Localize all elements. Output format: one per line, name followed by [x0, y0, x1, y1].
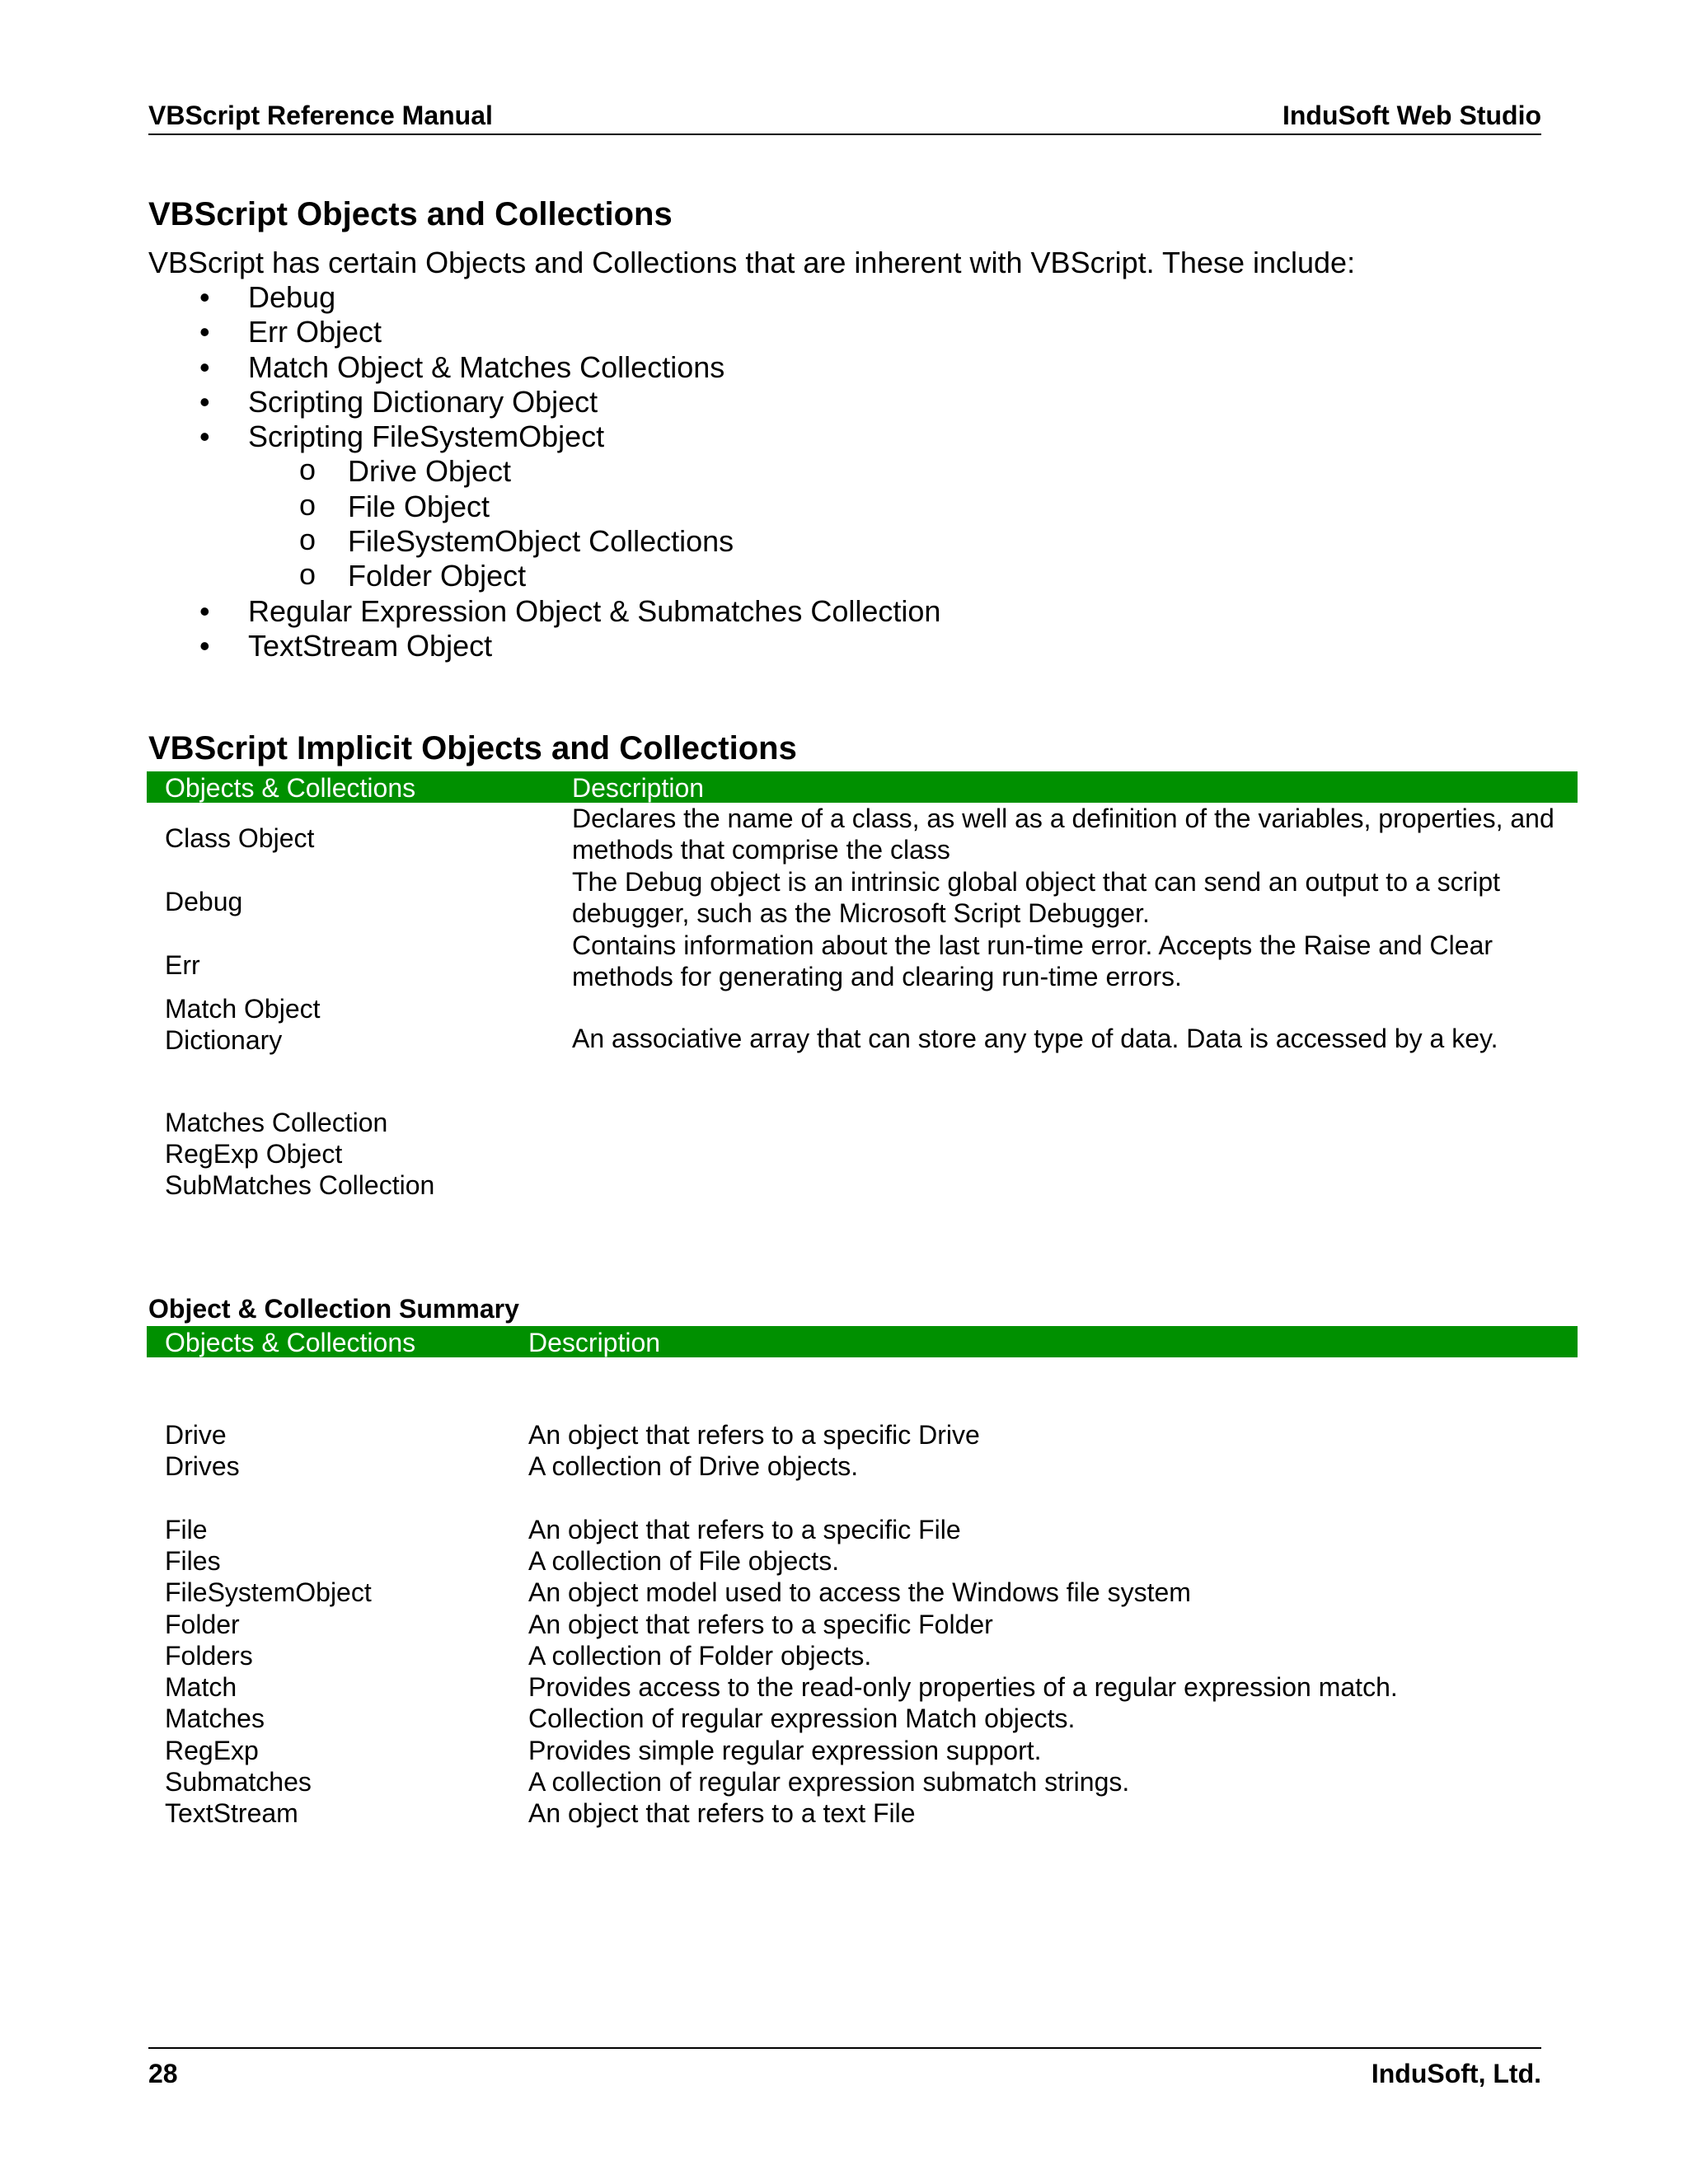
object-name: Matches Collection [165, 1108, 388, 1137]
object-name: SubMatches Collection [165, 1170, 435, 1200]
list-item: • Scripting Dictionary Object [148, 385, 940, 419]
table-header [147, 771, 1578, 803]
object-name: TextStream [165, 1798, 298, 1828]
section-title-implicit-objects: VBScript Implicit Objects and Collections [148, 730, 797, 766]
implicit-objects-table [147, 771, 1578, 1233]
list-item: • Match Object & Matches Collections [148, 350, 940, 385]
column-header-description: Description [572, 773, 705, 803]
object-description: Declares the name of a class, as well as a definition of the variables, properties, and methods that comprise the class [572, 804, 1554, 865]
summary-table [147, 1326, 1578, 1837]
object-name: Dictionary [165, 1025, 283, 1055]
objects-list [148, 280, 940, 663]
list-item: • Regular Expression Object & Submatches Collection [148, 594, 940, 629]
object-name: Err [165, 950, 200, 980]
object-name: Drive [165, 1420, 227, 1450]
list-item: • TextStream Object [148, 629, 940, 663]
table-header [147, 1326, 1578, 1357]
manual-title: VBScript Reference Manual [148, 101, 493, 130]
object-description: An object that refers to a specific Drive [528, 1420, 980, 1450]
object-name: Files [165, 1546, 221, 1576]
object-name: Class Object [165, 823, 315, 853]
object-description: An object that refers to a specific Folder [528, 1610, 993, 1639]
list-item: • Debug [148, 280, 940, 315]
object-name: Matches [165, 1704, 265, 1733]
object-name: Folders [165, 1641, 253, 1671]
object-name: Debug [165, 887, 243, 916]
object-description: A collection of regular expression submatch strings. [528, 1767, 1130, 1797]
object-name: Submatches [165, 1767, 312, 1797]
column-header-description: Description [528, 1328, 661, 1357]
object-description: Collection of regular expression Match objects. [528, 1704, 1076, 1733]
column-header-objects: Objects & Collections [165, 1328, 416, 1357]
object-name: Match Object [165, 994, 321, 1024]
page-footer [148, 2047, 1541, 2098]
page-header [148, 97, 1541, 135]
object-description: Contains information about the last run-time error. Accepts the Raise and Clear methods for generating and clearing run-time errors. [572, 930, 1493, 991]
section-title-summary: Object & Collection Summary [148, 1294, 519, 1324]
object-description: A collection of File objects. [528, 1546, 840, 1576]
object-description: An associative array that can store any type of data. Data is accessed by a key. [572, 1024, 1498, 1053]
object-name: File [165, 1515, 208, 1544]
object-name: Folder [165, 1610, 240, 1639]
object-description: An object model used to access the Windows file system [528, 1577, 1191, 1607]
object-description: The Debug object is an intrinsic global object that can send an output to a script debugger, such as the Microsoft Script Debugger. [572, 867, 1501, 928]
product-name: InduSoft Web Studio [1282, 101, 1541, 130]
object-description: Provides access to the read-only properties of a regular expression match. [528, 1672, 1398, 1702]
company-name: InduSoft, Ltd. [1371, 2059, 1541, 2088]
list-item: • Scripting FileSystemObject [148, 419, 940, 454]
sub-list-item: o File Object [148, 490, 940, 524]
object-description: An object that refers to a specific File [528, 1515, 961, 1544]
object-description: A collection of Drive objects. [528, 1451, 859, 1481]
object-name: RegExp [165, 1736, 259, 1765]
object-name: Match [165, 1672, 237, 1702]
section-title-objects-collections: VBScript Objects and Collections [148, 196, 673, 232]
object-description: An object that refers to a text File [528, 1798, 916, 1828]
object-description: A collection of Folder objects. [528, 1641, 872, 1671]
object-name: Drives [165, 1451, 240, 1481]
intro-paragraph: VBScript has certain Objects and Collections that are inherent with VBScript. These include: [148, 246, 1356, 279]
sub-list-item: o Folder Object [148, 559, 940, 593]
object-name: RegExp Object [165, 1139, 343, 1169]
column-header-objects: Objects & Collections [165, 773, 416, 803]
list-item: • Err Object [148, 315, 940, 349]
object-description: Provides simple regular expression support. [528, 1736, 1042, 1765]
sub-list-item: o Drive Object [148, 454, 940, 489]
page-number: 28 [148, 2059, 178, 2088]
sub-list-item: o FileSystemObject Collections [148, 524, 940, 559]
object-name: FileSystemObject [165, 1577, 372, 1607]
